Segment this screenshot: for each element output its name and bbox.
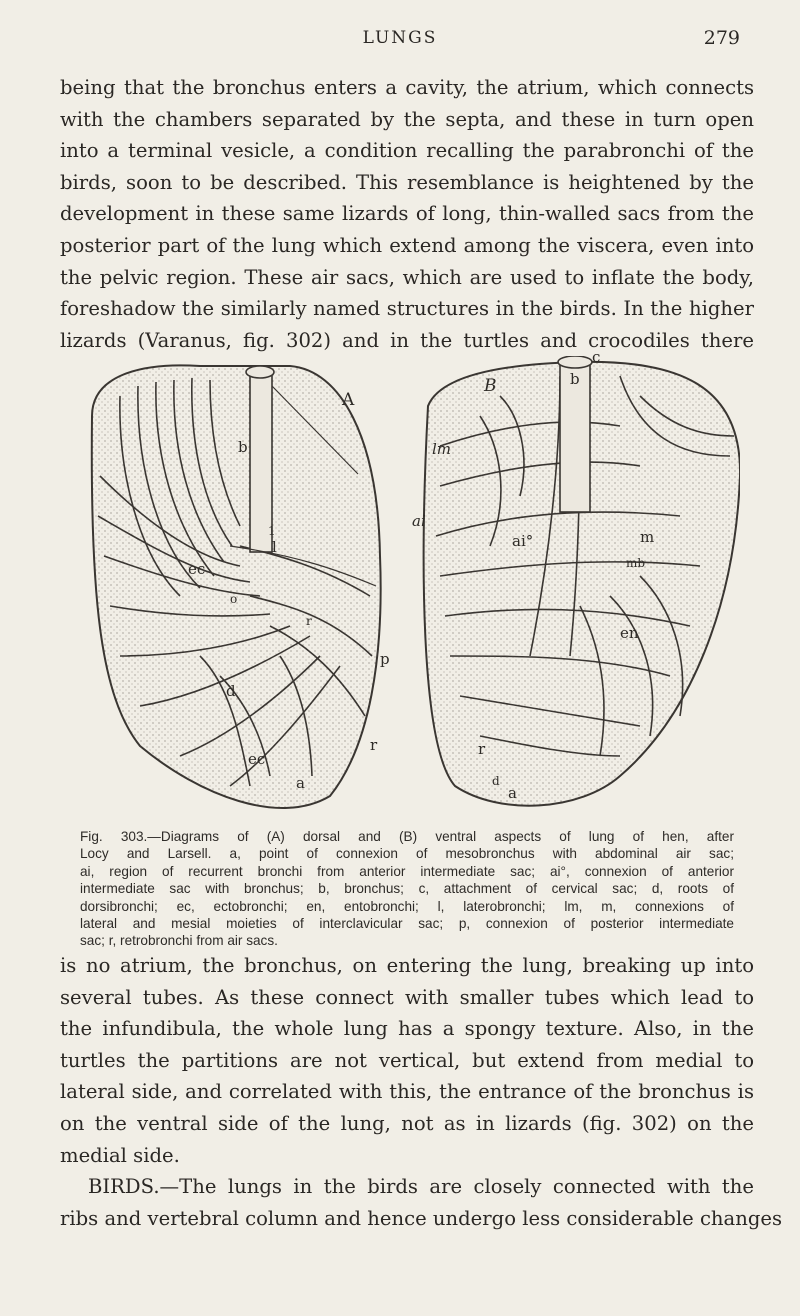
top-paragraph — [60, 72, 754, 356]
text-line: lateral side, and correlated with this, the entrance of the bronchus is — [60, 1080, 754, 1104]
text-line: on the ventral side of the lung, not as in lizards (fig. 302) on the — [60, 1111, 754, 1135]
label-a-l: l — [272, 538, 277, 556]
text-line: ribs and vertebral column and hence undergo less considerable changes — [60, 1206, 783, 1230]
label-b-en: en — [620, 624, 639, 642]
text-line: into a terminal vesicle, a condition recalling the parabronchi of the — [60, 139, 754, 163]
label-a-o: o — [230, 592, 238, 606]
caption-line: lateral and mesial moieties of interclavicular sac; p, connexion of posterior intermediate — [80, 916, 734, 932]
figure-caption — [80, 828, 734, 950]
caption-line: Locy and Larsell. a, point of connexion of mesobronchus with abdominal air sac; — [80, 846, 734, 862]
panel-b-lung-ventral — [424, 356, 740, 806]
text-line: the infundibula, the whole lung has a spongy texture. Also, in the — [60, 1017, 754, 1041]
label-b-b: b — [570, 370, 580, 388]
caption-line: Fig. 303.—Diagrams of (A) dorsal and (B) ventral aspects of lung of hen, after — [80, 829, 734, 844]
label-b-c: c — [592, 348, 601, 366]
label-b-mb: mb — [626, 556, 646, 570]
text-line: the pelvic region. These air sacs, which are used to inflate the body, — [60, 265, 754, 289]
label-b-lm: lm — [432, 440, 452, 458]
panel-a-lung-dorsal — [92, 365, 381, 808]
bottom-paragraph — [60, 950, 754, 1171]
text-line: turtles the partitions are not vertical, but extend from medial to — [60, 1048, 754, 1072]
lung-illustration — [80, 356, 740, 816]
text-line: is no atrium, the bronchus, on entering the lung, breaking up into — [60, 954, 754, 977]
text-line: posterior part of the lung which extend among the viscera, even into — [60, 233, 754, 257]
running-title: LUNGS — [362, 28, 438, 48]
label-b-d: d — [492, 774, 500, 788]
caption-line: intermediate sac with bronchus; b, bronchus; c, attachment of cervical sac; d, roots of — [80, 881, 734, 897]
label-a-r: r — [370, 736, 378, 754]
label-a-b: b — [238, 438, 248, 456]
figure-303-lung-diagrams — [80, 348, 740, 816]
label-a-r-small: r — [306, 614, 312, 628]
label-a-ec-top: ec — [188, 560, 206, 578]
text-line: being that the bronchus enters a cavity, the atrium, which connects — [60, 76, 754, 99]
label-b-B: B — [484, 376, 497, 396]
text-line: development in these same lizards of long, thin-walled sacs from the — [60, 202, 754, 226]
label-a-d: d — [226, 682, 236, 700]
label-a-l1: 1 — [268, 524, 276, 538]
label-a-ec-bottom: ec — [248, 750, 266, 768]
text-line: foreshadow the similarly named structures in the birds. In the higher — [60, 297, 754, 321]
text-line: medial side. — [60, 1143, 180, 1167]
page-number: 279 — [703, 27, 740, 49]
label-a-A: A — [342, 390, 355, 410]
text-line: BIRDS.—The lungs in the birds are closely connected with the — [88, 1175, 754, 1198]
running-head — [0, 28, 800, 54]
label-b-ai0: ai° — [512, 532, 534, 550]
text-line: lizards (Varanus, fig. 302) and in the turtles and crocodiles there — [60, 328, 754, 352]
caption-line: sac; r, retrobronchi from air sacs. — [80, 933, 278, 949]
label-b-ai: ai — [412, 512, 426, 530]
label-b-a: a — [508, 784, 517, 802]
label-a-p: p — [380, 650, 390, 668]
caption-line: dorsibronchi; ec, ectobronchi; en, entobronchi; l, laterobronchi; lm, m, connexions of — [80, 898, 734, 914]
text-line: birds, soon to be described. This resemblance is heightened by the — [60, 170, 754, 194]
birds-paragraph — [60, 1171, 783, 1234]
caption-line: ai, region of recurrent bronchi from anterior intermediate sac; ai°, connexion of anterior — [80, 863, 734, 879]
label-a-a: a — [296, 774, 305, 792]
label-b-m: m — [640, 528, 655, 546]
text-line: several tubes. As these connect with smaller tubes which lead to — [60, 985, 754, 1009]
text-line: with the chambers separated by the septa, and these in turn open — [60, 107, 754, 131]
label-b-r: r — [478, 740, 486, 758]
